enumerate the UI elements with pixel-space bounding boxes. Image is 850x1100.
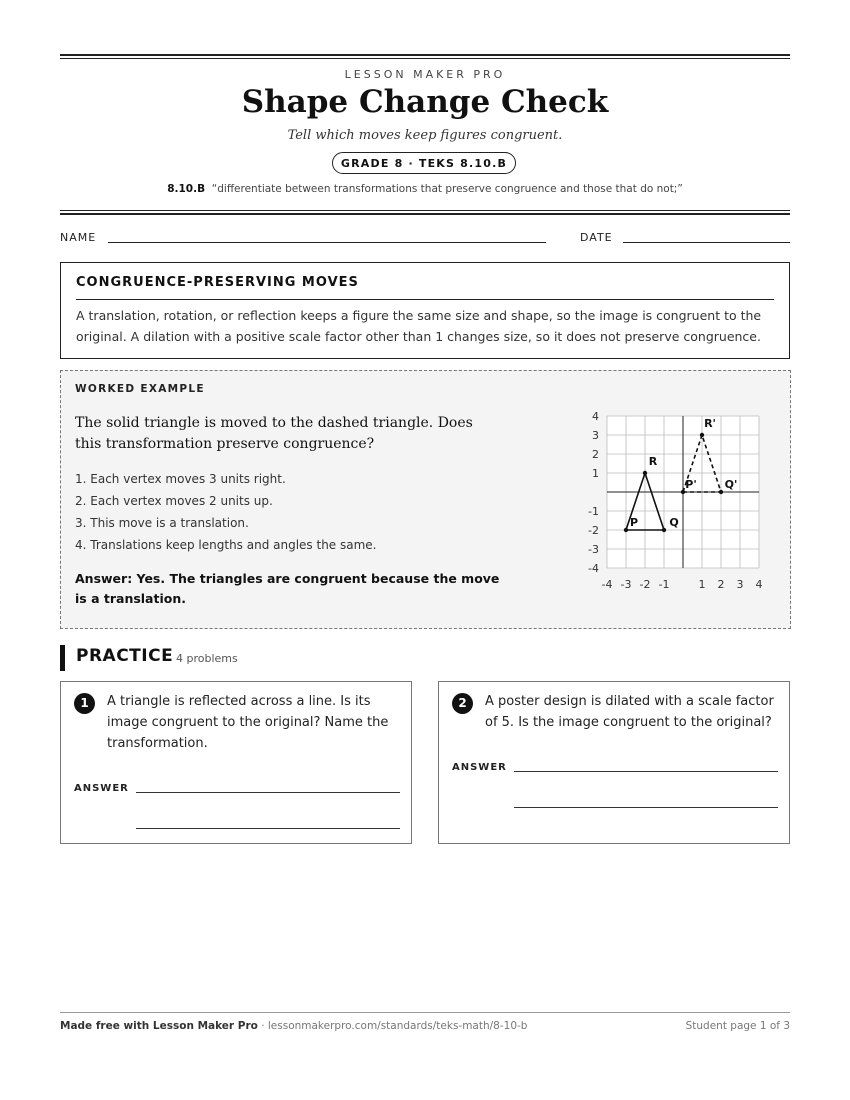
x-tick-label: 3 bbox=[736, 578, 744, 591]
problem-number: 2 bbox=[452, 693, 473, 714]
answer-line[interactable] bbox=[136, 792, 400, 793]
worksheet-subtitle: Tell which moves keep figures congruent. bbox=[287, 128, 563, 143]
problem-text: A triangle is reflected across a line. Is its image congruent to the original? Name the transformation. bbox=[107, 694, 389, 751]
vertex-label: P bbox=[629, 516, 639, 529]
answer-label: ANSWER bbox=[452, 762, 507, 773]
name-field[interactable] bbox=[108, 242, 546, 243]
practice-count: 4 problems bbox=[176, 652, 238, 665]
worksheet-title: Shape Change Check bbox=[241, 84, 609, 120]
y-tick-label: -2 bbox=[588, 524, 599, 537]
concept-title: CONGRUENCE-PRESERVING MOVES bbox=[76, 275, 359, 290]
image-vertex bbox=[700, 433, 704, 437]
y-tick-label: 2 bbox=[592, 448, 599, 461]
worked-example-label: WORKED EXAMPLE bbox=[75, 383, 205, 395]
x-tick-label: 1 bbox=[698, 578, 706, 591]
date-label: DATE bbox=[580, 231, 613, 244]
footer-page-number: Student page 1 of 3 bbox=[685, 1020, 790, 1032]
worked-example-prompt: The solid triangle is moved to the dashed triangle. Does this transformation preserve congruence? bbox=[75, 415, 473, 452]
grade-badge: GRADE 8 · TEKS 8.10.B bbox=[332, 152, 516, 174]
step-item: 4. Translations keep lengths and angles the same. bbox=[75, 538, 377, 552]
y-tick-label: 4 bbox=[592, 410, 599, 423]
vertex-label: R' bbox=[704, 417, 716, 430]
vertex-label: Q' bbox=[724, 478, 738, 491]
worked-example-steps bbox=[75, 468, 495, 556]
date-field[interactable] bbox=[623, 242, 790, 243]
step-item: 1. Each vertex moves 3 units right. bbox=[75, 472, 286, 486]
x-tick-label: -1 bbox=[658, 578, 670, 591]
answer-line[interactable] bbox=[136, 828, 400, 829]
answer-label: ANSWER bbox=[74, 783, 129, 794]
step-item: 3. This move is a translation. bbox=[75, 516, 249, 530]
y-tick-label: -1 bbox=[588, 505, 599, 518]
coordinate-graph bbox=[567, 403, 767, 593]
problem-number: 1 bbox=[74, 693, 95, 714]
standard-code: 8.10.B bbox=[167, 183, 206, 195]
answer-line[interactable] bbox=[514, 807, 778, 808]
original-vertex bbox=[643, 471, 647, 475]
x-tick-label: -3 bbox=[620, 578, 632, 591]
standard-text: “differentiate between transformations that preserve congruence and those that do not;” bbox=[211, 183, 683, 195]
x-tick-label: 2 bbox=[717, 578, 725, 591]
vertex-label: R bbox=[648, 455, 658, 468]
practice-title: PRACTICE bbox=[76, 646, 174, 666]
footer-rule bbox=[60, 1012, 790, 1013]
vertex-label: P' bbox=[685, 478, 697, 491]
x-tick-label: -4 bbox=[601, 578, 613, 591]
header-divider bbox=[60, 210, 790, 211]
footer-url[interactable]: · lessonmakerpro.com/standards/teks-math/8-10-b bbox=[257, 1020, 528, 1032]
y-tick-label: 1 bbox=[592, 467, 599, 480]
step-item: 2. Each vertex moves 2 units up. bbox=[75, 494, 273, 508]
x-tick-label: 4 bbox=[755, 578, 763, 591]
worked-example-box bbox=[60, 370, 791, 629]
y-tick-label: 3 bbox=[592, 429, 599, 442]
worked-example-answer: Answer: Yes. The triangles are congruent because the move is a translation. bbox=[75, 571, 500, 606]
top-rule bbox=[60, 54, 790, 56]
footer-credit bbox=[60, 1020, 527, 1032]
y-tick-label: -3 bbox=[588, 543, 599, 556]
y-tick-label: -4 bbox=[588, 562, 599, 575]
vertex-label: Q bbox=[669, 516, 679, 529]
standard-line bbox=[0, 183, 850, 195]
brand-name: LESSON MAKER PRO bbox=[344, 68, 506, 81]
problem-text: A poster design is dilated with a scale factor of 5. Is the image congruent to the original? bbox=[485, 694, 774, 730]
problem-card-2 bbox=[438, 681, 790, 844]
image-vertex bbox=[719, 490, 723, 494]
x-tick-label: -2 bbox=[639, 578, 651, 591]
header-divider-thick bbox=[60, 213, 790, 215]
name-label: NAME bbox=[60, 231, 97, 244]
footer-made-with: Made free with Lesson Maker Pro bbox=[60, 1020, 258, 1032]
concept-text: A translation, rotation, or reflection keeps a figure the same size and shape, so the image is congruent to the original. A dilation with a positive scale factor other than 1 changes size, so it does not preserve congruence. bbox=[76, 308, 762, 344]
practice-accent-bar bbox=[60, 645, 65, 671]
top-rule-thin bbox=[60, 58, 790, 59]
concept-rule bbox=[76, 299, 774, 300]
answer-line[interactable] bbox=[514, 771, 778, 772]
original-vertex bbox=[662, 528, 666, 532]
problem-card-1 bbox=[60, 681, 412, 844]
concept-box bbox=[60, 262, 790, 359]
original-vertex bbox=[624, 528, 628, 532]
